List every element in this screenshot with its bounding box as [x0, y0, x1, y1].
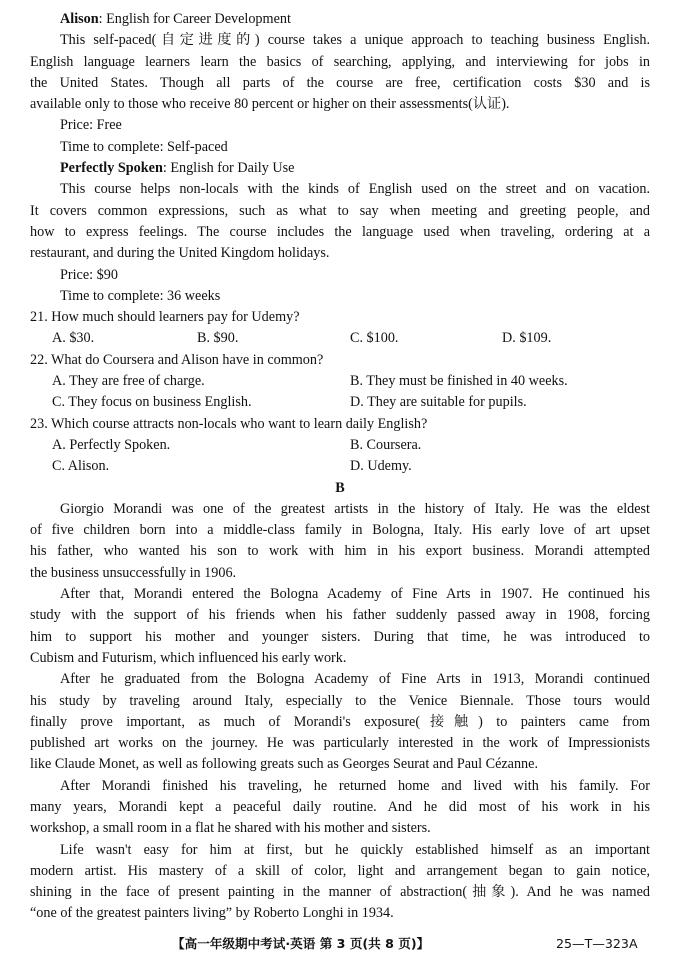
option-b[interactable]: B. They must be finished in 40 weeks. [350, 373, 568, 390]
exam-page [30, 9, 650, 925]
option-c[interactable]: C. Alison. [52, 458, 110, 475]
perfectly-spoken-time: Time to complete: 36 weeks [60, 287, 221, 304]
text-line: “one of the greatest painters living” by Roberto Longhi in 1934. [30, 905, 394, 922]
option-c[interactable]: C. $100. [350, 330, 399, 347]
footer-title: 【高一年级期中考试·英语 第 3 页(共 8 页)】 [172, 936, 430, 951]
question-22-stem: 22. What do Coursera and Alison have in common? [30, 351, 324, 368]
question-23-stem: 23. Which course attracts non-locals who want to learn daily English? [30, 415, 428, 432]
footer-code: 25—T—323A [556, 936, 638, 951]
alison-subtitle: : English for Career Development [98, 11, 291, 27]
alison-name: Alison [60, 11, 99, 27]
page-footer [0, 933, 677, 955]
text-line: available only to those who receive 80 percent or higher on their assessments(认证). [30, 96, 510, 113]
text-line: many years, Morandi kept a peaceful daily routine. And he did most of his work in his [30, 798, 650, 815]
text-line: This course helps non-locals with the kinds of English used on the street and on vacation. [60, 181, 650, 198]
question-21-stem: 21. How much should learners pay for Udemy? [30, 309, 300, 326]
alison-time: Time to complete: Self-paced [60, 138, 228, 155]
text-line: After Morandi finished his traveling, he returned home and lived with his family. For [60, 777, 650, 794]
text-line: This self-paced(自定进度的) course takes a unique approach to teaching business English. [60, 32, 650, 49]
question-23-options-row2 [30, 456, 650, 477]
text-line: finally prove important, as much of Morandi's exposure(接触) to painters came from [30, 713, 650, 730]
text-line: After he graduated from the Bologna Academy of Fine Arts in 1913, Morandi continued [60, 671, 650, 688]
option-d[interactable]: D. They are suitable for pupils. [350, 394, 527, 411]
question-22-options-row1 [30, 371, 650, 392]
option-a[interactable]: A. Perfectly Spoken. [52, 436, 171, 453]
option-a[interactable]: A. They are free of charge. [52, 373, 205, 390]
text-line: him to support his mother and younger sisters. During that time, he was introduced to [30, 628, 650, 645]
perfectly-spoken-name: Perfectly Spoken [60, 160, 163, 177]
text-line: Cubism and Futurism, which influenced his early work. [30, 649, 347, 666]
text-line: published art works on the journey. He was particularly interested in the work of Impressionists [30, 735, 650, 752]
text-line: his study by traveling around Italy, especially to the Venice Biennale. Those tours would [30, 692, 650, 709]
option-b[interactable]: B. Coursera. [350, 436, 422, 453]
option-c[interactable]: C. They focus on business English. [52, 394, 252, 411]
text-line: Giorgio Morandi was one of the greatest artists in the history of Italy. He was the eldest [60, 500, 650, 517]
text-line: shining in the face of present painting in the manner of abstraction(抽象). And he was named [30, 884, 650, 901]
text-line: the business unsuccessfully in 1906. [30, 564, 237, 581]
option-b[interactable]: B. $90. [197, 330, 239, 347]
text-line: English language learners learn the basics of searching, applying, and interviewing for jobs in [30, 53, 650, 70]
text-line: how to express feelings. The course includes the language used when traveling, ordering at a [30, 223, 650, 240]
option-d[interactable]: D. $109. [502, 330, 552, 347]
question-23-options-row1 [30, 435, 650, 456]
text-line: Life wasn't easy for him at first, but he quickly established himself as an important [60, 841, 650, 858]
alison-price: Price: Free [60, 117, 122, 134]
text-line: workshop, a small room in a flat he shared with his mother and sisters. [30, 820, 431, 837]
perfectly-spoken-heading [30, 158, 650, 179]
text-line: modern artist. His mastery of a skill of color, light and arrangement began to gain notice, [30, 862, 650, 879]
text-line: study with the support of his friends when his father suddenly passed away in 1908, forcing [30, 607, 650, 624]
text-line: After that, Morandi entered the Bologna Academy of Fine Arts in 1907. He continued his [60, 586, 650, 603]
perfectly-spoken-subtitle: : English for Daily Use [162, 160, 295, 177]
text-line: like Claude Monet, as well as following greats such as Georges Seurat and Paul Cézanne. [30, 756, 538, 773]
alison-heading [30, 9, 650, 30]
option-a[interactable]: A. $30. [52, 330, 95, 347]
text-line: It covers common expressions, such as what to say when meeting and greeting people, and [30, 202, 650, 219]
perfectly-spoken-price: Price: $90 [60, 266, 118, 283]
question-22-options-row2 [30, 392, 650, 413]
text-line: restaurant, and during the United Kingdom holidays. [30, 245, 330, 262]
option-d[interactable]: D. Udemy. [350, 458, 412, 475]
text-line: the United States. Though all parts of the course are free, certification costs $30 and is [30, 74, 650, 91]
text-line: his father, who wanted his son to work with him in his export business. Morandi attempted [30, 543, 650, 560]
text-line: of five children born into a middle-class family in Bologna, Italy. His early love of art upset [30, 522, 650, 539]
question-21-options [30, 328, 650, 349]
section-b-label: B [335, 479, 345, 496]
